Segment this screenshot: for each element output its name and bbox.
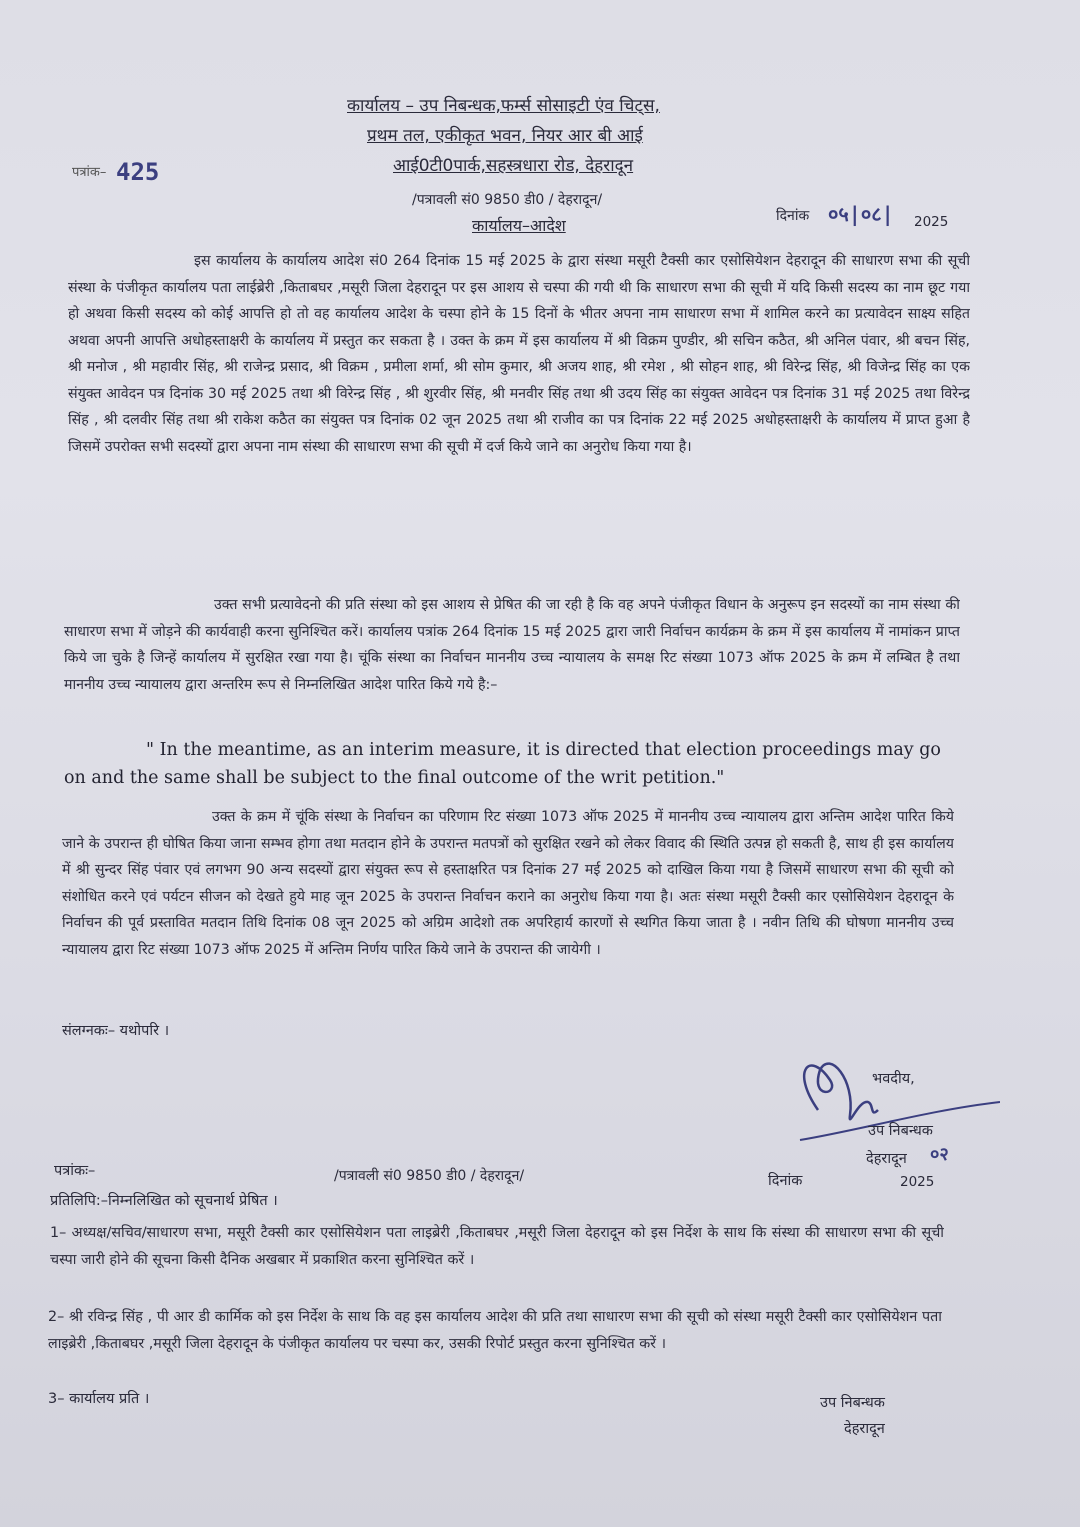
copy-patrank-label: पत्रांकः– <box>54 1163 96 1179</box>
order-title: कार्यालय–आदेश <box>472 216 566 235</box>
copy-date-label: दिनांक <box>768 1173 803 1189</box>
office-address-line1: प्रथम तल, एकीकृत भवन, नियर आर बी आई <box>367 126 643 146</box>
file-number: /पत्रावली सं0 9850 डी0 / देहरादून/ <box>412 192 603 208</box>
signatory-designation: उप निबन्धक <box>868 1123 933 1139</box>
body-paragraph-1: इस कार्यालय के कार्यालय आदेश सं0 264 दिनांक 15 मई 2025 के द्वारा संस्था मसूरी टैक्सी कार एसोसियेशन देहरादून की साधारण सभा की सूची संस्था के पंजीकृत कार्यालय पता लाईब्रेरी ,किताबघर ,मसूरी जिला देहरादून पर इस आशय से चस्पा की गयी थी कि साधारण सभा की सूची में यदि किसी सदस्य का नाम छूट गया हो अथवा किसी सदस्य को कोई आपत्ति हो तो वह कार्यालय आदेश के चस्पा होने के 15 दिनों के भीतर अपना नाम साधारण सभा में शामिल करने का प्रत्यावेदन साक्ष्य सहित अथवा अपनी आपत्ति अधोहस्ताक्षरी के कार्यालय में प्रस्तुत कर सकता है । उक्त के क्रम में इस कार्यालय में श्री विक्रम पुण्डीर, श्री सचिन कठैत, श्री अनिल पंवार, श्री बचन सिंह, श्री मनोज , श्री महावीर सिंह, श्री राजेन्द्र प्रसाद, श्री विक्रम , प्रमीला शर्मा, श्री सोम कुमार, श्री अजय शाह, श्री रमेश , श्री सोहन शाह, श्री विरेन्द्र सिंह, श्री विजेन्द्र सिंह का एक संयुक्त आवेदन पत्र दिनांक 30 मई 2025 तथा श्री विरेन्द्र सिंह , श्री शुरवीर सिंह, श्री मनवीर सिंह तथा श्री उदय सिंह का संयुक्त आवेदन पत्र दिनांक 31 मई 2025 तथा विरेन्द्र सिंह , श्री दलवीर सिंह तथा श्री राकेश कठैत का संयुक्त पत्र दिनांक 02 जून 2025 तथा श्री राजीव का पत्र दिनांक 22 मई 2025 अधोहस्ताक्षरी के कार्यालय में प्राप्त हुआ है जिसमें उपरोक्त सभी सदस्यों द्वारा अपना नाम संस्था की साधारण सभा की सूची में दर्ज किये जाने का अनुरोध किया गया है। <box>68 253 970 455</box>
salutation: भवदीय, <box>872 1071 915 1087</box>
footer-place: देहरादून <box>844 1421 885 1437</box>
patrank-label: पत्रांक– <box>72 165 107 180</box>
patrank-number: 425 <box>116 158 160 186</box>
signature-mark <box>770 1040 1000 1160</box>
signature-handwritten-date: ०२ <box>930 1144 949 1165</box>
office-address-line2: आई0टी0पार्क,सहस्त्रधारा रोड, देहरादून <box>393 156 634 176</box>
date-label: दिनांक <box>776 208 810 224</box>
footer-designation: उप निबन्धक <box>820 1395 885 1411</box>
copy-item-2: 2– श्री रविन्द्र सिंह , पी आर डी कार्मिक को इस निर्देश के साथ कि वह इस कार्यालय आदेश की प्रति तथा साधारण सभा की सूची को संस्था मसूरी टैक्सी कार एसोसियेशन पता लाइब्रेरी ,किताबघर ,मसूरी जिला देहरादून के पंजीकृत कार्यालय पर चस्पा कर, उसकी रिपोर्ट प्रस्तुत करना सुनिश्चित करें । <box>48 1309 942 1352</box>
office-name-line: कार्यालय – उप निबन्धक,फर्म्स सोसाइटी एंव चिट्स, <box>347 96 660 116</box>
copy-item-1: 1– अध्यक्ष/सचिव/साधारण सभा, मसूरी टैक्सी कार एसोसियेशन पता लाइब्रेरी ,किताबघर ,मसूरी जिला देहरादून को इस निर्देश के साथ कि संस्था की साधारण सभा की सूची चस्पा जारी होने की सूचना किसी दैनिक अखबार में प्रकाशित करना सुनिश्चित करें । <box>50 1225 944 1268</box>
handwritten-date: ०५|०८| <box>828 202 894 226</box>
court-order-quote: " In the meantime, as an interim measure, it is directed that election proceedings may go on and the same shall be subject to the final outcome of the writ petition." <box>64 740 941 788</box>
copy-item-3: 3– कार्यालय प्रति । <box>48 1391 150 1407</box>
enclosure-line: संलग्नकः– यथोपरि । <box>62 1023 170 1039</box>
body-paragraph-3: उक्त के क्रम में चूंकि संस्था के निर्वाचन का परिणाम रिट संख्या 1073 ऑफ 2025 में माननीय उच्च न्यायालय द्वारा अन्तिम आदेश पारित किये जाने के उपरान्त ही घोषित किया जाना सम्भव होगा तथा मतदान होने के उपरान्त मतपत्रों को सुरक्षित रखने को लेकर विवाद की स्थिति उत्पन्न हो सकती है, साथ ही इस कार्यालय में श्री सुन्दर सिंह पंवार एवं लगभग 90 अन्य सदस्यों द्वारा संयुक्त रूप से हस्ताक्षरित पत्र दिनांक 27 मई 2025 को दाखिल किया गया है जिसमें साधारण सभा की सूची को संशोधित करने एवं पर्यटन सीजन को देखते हुये माह जून 2025 के उपरान्त निर्वाचन कराने का अनुरोध किया गया है। अतः संस्था मसूरी टैक्सी कार एसोसियेशन देहरादून के निर्वाचन की पूर्व प्रस्तावित मतदान तिथि दिनांक 08 जून 2025 को अग्रिम आदेशो तक अपरिहार्य कारणों से स्थगित किया जाता है । नवीन तिथि की घोषणा माननीय उच्च न्यायालय द्वारा रिट संख्या 1073 ऑफ 2025 में अन्तिम निर्णय पारित किये जाने के उपरान्त की जायेगी । <box>62 809 954 958</box>
signatory-place: देहरादून <box>866 1151 907 1167</box>
copy-file-number: /पत्रावली सं0 9850 डी0 / देहरादून/ <box>334 1168 525 1184</box>
date-year: 2025 <box>914 214 949 230</box>
copy-date-year: 2025 <box>900 1174 935 1190</box>
body-paragraph-2: उक्त सभी प्रत्यावेदनो की प्रति संस्था को इस आशय से प्रेषित की जा रही है कि वह अपने पंजीकृत विधान के अनुरूप इन सदस्यों का नाम संस्था की साधारण सभा में जोड़ने की कार्यवाही करना सुनिश्चित करें। कार्यालय पत्रांक 264 दिनांक 15 मई 2025 द्वारा जारी निर्वाचन कार्यक्रम के क्रम में इस कार्यालय में नामांकन प्राप्त किये जा चुके है जिन्हें कार्यालय में सुरक्षित रखा गया है। चूंकि संस्था का निर्वाचन माननीय उच्च न्यायालय के समक्ष रिट संख्या 1073 ऑफ 2025 के क्रम में लम्बित है तथा माननीय उच्च न्यायालय द्वारा अन्तरिम रूप से निम्नलिखित आदेश पारित किये गये है:– <box>64 597 960 693</box>
copy-header: प्रतिलिपि:–निम्नलिखित को सूचनार्थ प्रेषित । <box>50 1193 278 1209</box>
